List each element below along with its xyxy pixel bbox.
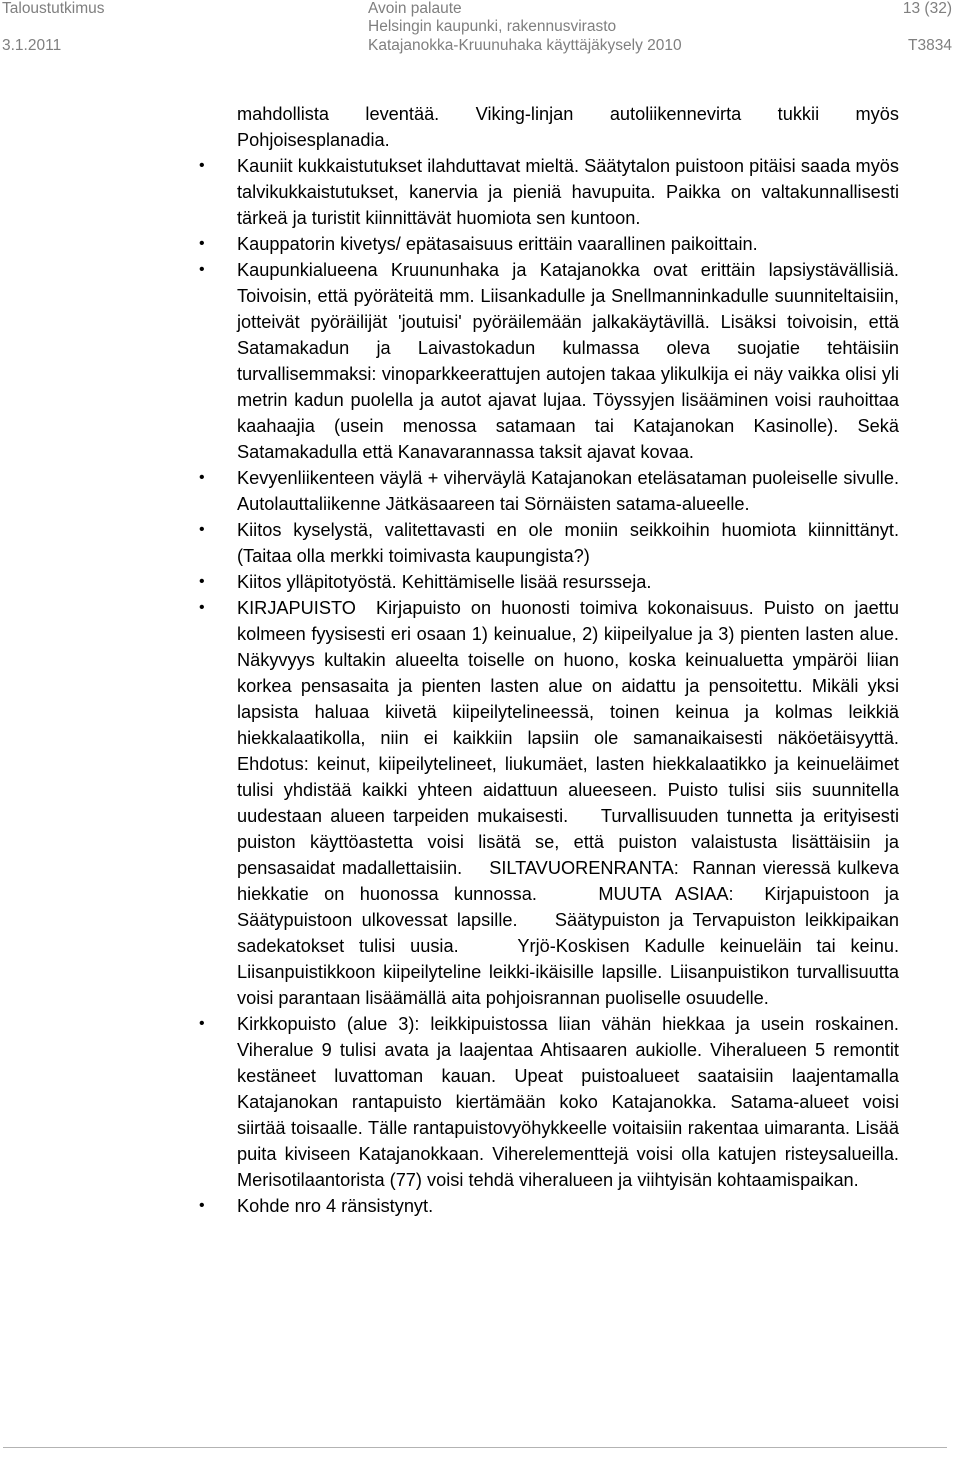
feedback-item: • Kauniit kukkaistutukset ilahduttavat mieltä. Säätytalon puistoon pitäisi saada myös talvikukkaistutukset, kanervia ja pieniä havupuita. Paikka on valtakunnallisesti tärkeä ja turistit kiinnittävät huomiota sen kuntoon. (195, 153, 899, 231)
feedback-content (195, 101, 920, 1219)
bullet-icon: • (199, 1015, 205, 1032)
feedback-list (195, 153, 920, 1219)
feedback-item: • Kevyenliikenteen väylä + viherväylä Katajanokan eteläsataman puoleiselle sivulle. Autolauttaliikenne Jätkäsaareen tai Sörnäisten satama-alueelle. (195, 465, 899, 517)
bullet-icon: • (199, 1197, 205, 1214)
bullet-icon: • (199, 235, 205, 252)
continued-paragraph: mahdollista leventää. Viking-linjan autoliikennevirta tukkii myös Pohjoisesplanadia. (237, 104, 899, 150)
bullet-icon: • (199, 261, 205, 278)
feedback-item: • KIRJAPUISTO Kirjapuisto on huonosti toimiva kokonaisuus. Puisto on jaettu kolmeen fyysisesti eri osaan 1) keinualue, 2) kiipeilyalue ja 3) pienten lasten alue. Näkyvyys kultakin alueelta toiselle on huono, koska keinualuetta ympäröi liian korkea pensasaita ja pienten lasten alue on aidattu ja pensoitettu. Mikäli yksi lapsista haluaa kiivetä kiipeilytelineessä, toinen keinua ja kolmas leikkiä hiekkalaatikolla, niin ei kaikkiin lapsiin ole samanaikaisesti näköetäisyyttä. Ehdotus: keinut, kiipeilytelineet, liukumäet, lasten hiekkalaatikko ja keinueläimet tulisi yhdistää kaikki yhteen aidattuun alueeseen. Puisto tulisi siis suunnitella uudestaan alueen tarpeiden mukaisesti. Turvallisuuden tunnetta ja erityisesti puiston käyttöastetta voisi lisätä se, että puiston valaistusta lisättäisiin ja pensasaidat madallettaisiin. SILTAVUORENRANTA: Rannan vieressä kulkeva hiekkatie on huonossa kunnossa. MUUTA ASIAA: Kirjapuistoon ja Säätypuistoon ulkovessat lapsille. Säätypuiston ja Tervapuiston leikkipaikan sadekatokset tulisi uusia. Yrjö-Koskisen Kadulle keinueläin tai keinu. Liisanpuistikkoon kiipeilyteline leikki-ikäisille lapsille. Liisanpuistikon turvallisuutta voisi parantaan lisäämällä aita pohjoisrannan puoliselle osuudelle. (195, 595, 899, 1011)
bullet-icon: • (199, 521, 205, 538)
page-number: 13 (32) (902, 0, 952, 17)
feedback-item: • Kiitos ylläpitotyöstä. Kehittämiselle lisää resursseja. (195, 569, 899, 595)
survey-name: Katajanokka-Kruunuhaka käyttäjäkysely 2010 (368, 37, 682, 54)
feedback-item: • Kauppatorin kivetys/ epätasaisuus erittäin vaarallinen paikoittain. (195, 231, 899, 257)
client-name: Helsingin kaupunki, rakennusvirasto (368, 18, 617, 35)
feedback-item: • Kaupunkialueena Kruununhaka ja Katajanokka ovat erittäin lapsiystävällisiä. Toivoisin, että pyöräteitä mm. Liisankadulle ja Snellmanninkadulle suunniteltaisiin, jotteivät pyöräilijät 'joutuisi' pyöräilemään jalkakäytävillä. Lisäksi toivoisin, että Satamakadun ja Laivastokadun kulmassa oleva suojatie tehtäisiin turvallisemmaksi: vinoparkkeerattujen autojen takaa ylikulkija ei näy vaikka olisi yli metrin kadun puolella ja autot ajavat lujaa. Töyssyjen lisääminen voisi rauhoittaa kaahaajia (usein menossa satamaan tai Katajanokan Kasinolle). Sekä Satamakadulla että Kanavarannassa taksit ajavat kovaa. (195, 257, 899, 465)
report-type: Avoin palaute (368, 0, 462, 17)
bullet-icon: • (199, 469, 205, 486)
footer-divider (3, 1447, 947, 1448)
bullet-icon: • (199, 599, 205, 616)
page-header (0, 0, 960, 62)
project-code: T3834 (908, 37, 952, 54)
feedback-item: • Kiitos kyselystä, valitettavasti en ole moniin seikkoihin huomiota kiinnittänyt. (Taitaa olla merkki toimivasta kaupungista?) (195, 517, 899, 569)
bullet-icon: • (199, 573, 205, 590)
bullet-icon: • (199, 157, 205, 174)
report-date: 3.1.2011 (2, 37, 62, 54)
feedback-item: • Kohde nro 4 ränsistynyt. (195, 1193, 899, 1219)
org-name: Taloustutkimus (2, 0, 105, 17)
feedback-item: • Kirkkopuisto (alue 3): leikkipuistossa liian vähän hiekkaa ja usein roskainen. Viheralue 9 tulisi avata ja laajentaa Ahtisaaren aukiolle. Viheralueen 5 remontit kestäneet luvattoman kauan. Upeat puistoalueet saataisiin laajentamalla Katajanokan rantapuisto kiertämään koko Katajanokka. Satama-alueet voisi siirtää toisaalle. Tälle rantapuistovyöhykkeelle voitaisiin rakentaa uimaranta. Lisää puita kiviseen Katajanokkaan. Viherelementtejä voisi olla katujen risteysalueilla. Merisotilaantorista (77) voisi tehdä viheralueen ja viihtyisän kohtaamispaikan. (195, 1011, 899, 1193)
